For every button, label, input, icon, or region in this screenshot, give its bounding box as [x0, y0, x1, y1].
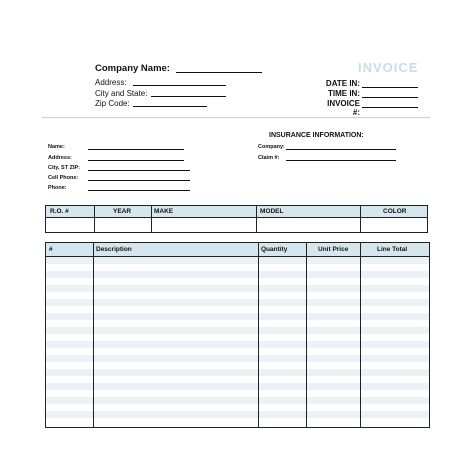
vehicle-table: [45, 205, 428, 233]
claim-number-label: Claim #:: [258, 155, 280, 161]
table-row: [46, 271, 429, 278]
table-row: [46, 299, 429, 306]
table-row: [46, 313, 429, 320]
items-col-divider: [360, 243, 361, 427]
customer-address-label: Address:: [48, 155, 72, 161]
items-col-divider: [258, 243, 259, 427]
header-quantity: Quantity: [261, 246, 288, 253]
header-item-number: #: [49, 246, 53, 253]
header-year: YEAR: [113, 208, 132, 215]
table-row: [46, 355, 429, 362]
line-items-table: [45, 242, 430, 428]
time-in-field[interactable]: [362, 97, 418, 98]
date-in-label: DATE IN:: [325, 79, 360, 88]
vehicle-col-divider: [151, 206, 152, 232]
insurance-company-label: Company:: [258, 144, 285, 150]
customer-city-zip-label: City, ST ZIP:: [48, 165, 80, 171]
customer-name-label: Name:: [48, 144, 65, 150]
header-model: MODEL: [260, 208, 284, 215]
insurance-title: INSURANCE INFORMATION:: [269, 132, 364, 139]
vehicle-col-divider: [256, 206, 257, 232]
table-row: [46, 397, 429, 404]
customer-city-zip-field[interactable]: [88, 170, 190, 171]
items-col-divider: [93, 243, 94, 427]
header-divider: [42, 117, 430, 118]
city-state-field[interactable]: [151, 96, 226, 97]
header-ro-number: R.O. #: [50, 208, 69, 215]
date-in-field[interactable]: [362, 87, 418, 88]
vehicle-table-header: [46, 206, 427, 218]
address-field[interactable]: [133, 85, 226, 86]
time-in-label: TIME IN:: [328, 89, 360, 98]
table-row: [46, 257, 429, 264]
table-row: [46, 411, 429, 418]
invoice-number-field[interactable]: [362, 107, 418, 108]
header-unit-price: Unit Price: [318, 246, 349, 253]
header-color: COLOR: [383, 208, 407, 215]
items-col-divider: [306, 243, 307, 427]
invoice-number-label: INVOICE #:: [327, 99, 360, 117]
invoice-title: INVOICE: [358, 60, 419, 75]
customer-address-field[interactable]: [88, 160, 184, 161]
table-row: [46, 383, 429, 390]
table-row: [46, 285, 429, 292]
zip-code-field[interactable]: [133, 106, 207, 107]
table-row: [46, 327, 429, 334]
customer-phone-label: Phone:: [48, 185, 67, 191]
customer-name-field[interactable]: [88, 149, 184, 150]
insurance-company-field[interactable]: [286, 149, 396, 150]
vehicle-col-divider: [360, 206, 361, 232]
claim-number-field[interactable]: [286, 160, 396, 161]
header-line-total: Line Total: [377, 246, 408, 253]
table-row: [46, 369, 429, 376]
zip-code-label: Zip Code:: [95, 99, 130, 108]
city-state-label: City and State:: [95, 89, 148, 98]
customer-phone-field[interactable]: [88, 190, 190, 191]
customer-cell-phone-field[interactable]: [88, 180, 190, 181]
company-name-label: Company Name:: [95, 63, 170, 74]
vehicle-col-divider: [94, 206, 95, 232]
address-label: Address:: [95, 78, 127, 87]
header-make: MAKE: [154, 208, 174, 215]
table-row: [46, 341, 429, 348]
header-description: Description: [96, 246, 132, 253]
customer-cell-phone-label: Cell Phone:: [48, 175, 79, 181]
company-name-field[interactable]: [176, 72, 262, 73]
